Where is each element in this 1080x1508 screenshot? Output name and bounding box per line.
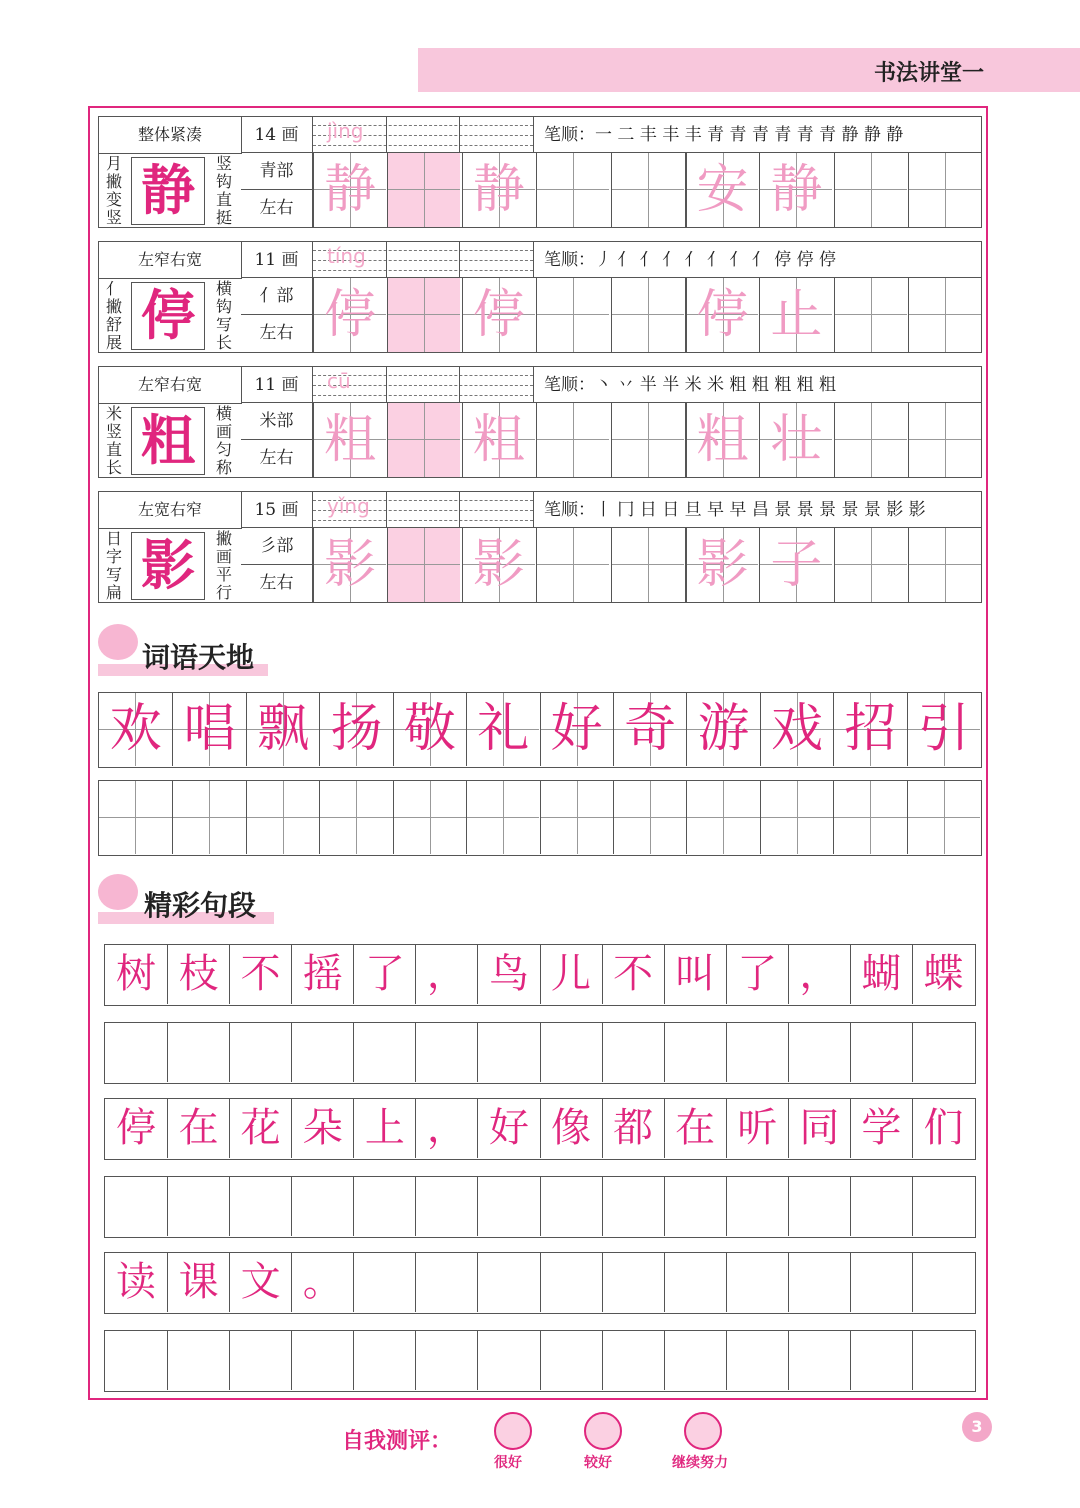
sentence-cell: 鸟 bbox=[477, 945, 539, 1004]
blank-sentence-cell[interactable] bbox=[477, 1177, 539, 1236]
left-tip-char: 米 bbox=[105, 404, 122, 423]
radical: 亻部 bbox=[241, 278, 313, 315]
sentence-cell bbox=[540, 1253, 602, 1312]
right-tip bbox=[213, 280, 235, 352]
left-tip bbox=[103, 280, 125, 352]
blank-sentence-cell[interactable] bbox=[353, 1023, 415, 1082]
practice-grid bbox=[313, 528, 981, 602]
blank-sentence-cell[interactable] bbox=[664, 1331, 726, 1390]
self-evaluation-label: 自我测评： bbox=[342, 1429, 453, 1454]
sentence-cell: 课 bbox=[167, 1253, 229, 1312]
left-tip-char: 舒 bbox=[105, 315, 122, 334]
sentence-cell: 不 bbox=[229, 945, 291, 1004]
practice-cell[interactable] bbox=[908, 278, 981, 352]
sentence-cell: 像 bbox=[540, 1099, 602, 1158]
radical: 彡部 bbox=[241, 528, 313, 565]
blank-sentence-cell[interactable] bbox=[477, 1023, 539, 1082]
blank-sentence-cell[interactable] bbox=[353, 1331, 415, 1390]
sentence-cell: 听 bbox=[726, 1099, 788, 1158]
sentence-section-title: 精彩句段 bbox=[144, 889, 257, 922]
stroke-count: 15 画 bbox=[241, 492, 313, 528]
right-tip-char: 画 bbox=[215, 422, 232, 441]
sentence-cell bbox=[415, 1253, 477, 1312]
right-tip bbox=[213, 405, 235, 477]
word-trace-cell[interactable]: 影 bbox=[685, 528, 758, 602]
rating-keep-trying-icon[interactable] bbox=[684, 1412, 722, 1450]
blank-sentence-cell[interactable] bbox=[726, 1331, 788, 1390]
blank-sentence-cell[interactable] bbox=[415, 1023, 477, 1082]
left-tip-char: 长 bbox=[105, 458, 122, 477]
trace-cell[interactable] bbox=[387, 403, 460, 477]
stroke-order-label: 笔顺： bbox=[544, 250, 595, 270]
sentence-cell: 文 bbox=[229, 1253, 291, 1312]
structure-type: 左右 bbox=[241, 565, 313, 602]
rating-very-good-label: 很好 bbox=[494, 1455, 522, 1471]
stroke-order-label: 笔顺： bbox=[544, 125, 595, 145]
blank-sentence-cell[interactable] bbox=[105, 1023, 167, 1082]
blank-sentence-cell[interactable] bbox=[229, 1177, 291, 1236]
sentence-cell: 。 bbox=[291, 1253, 353, 1312]
sentence-row bbox=[104, 1098, 976, 1160]
blank-sentence-cell[interactable] bbox=[602, 1177, 664, 1236]
left-tip-char: 月 bbox=[105, 154, 122, 173]
stroke-order bbox=[533, 242, 981, 278]
blank-word-cell[interactable] bbox=[907, 781, 980, 854]
practice-cell[interactable] bbox=[611, 278, 684, 352]
practice-cell[interactable] bbox=[536, 278, 609, 352]
word-cell: 招 bbox=[833, 693, 906, 766]
left-tip bbox=[103, 530, 125, 602]
right-tip bbox=[213, 155, 235, 227]
right-tip-char: 称 bbox=[215, 458, 232, 477]
blank-sentence-cell[interactable] bbox=[912, 1023, 974, 1082]
sentence-cell: 在 bbox=[167, 1099, 229, 1158]
word-cell: 扬 bbox=[319, 693, 392, 766]
blank-word-cell[interactable] bbox=[833, 781, 906, 854]
blank-sentence-cell[interactable] bbox=[229, 1023, 291, 1082]
sentence-practice-row[interactable] bbox=[104, 1022, 976, 1084]
pinyin: jìng bbox=[327, 119, 364, 143]
blank-word-cell[interactable] bbox=[540, 781, 613, 854]
right-tip-char: 竖 bbox=[215, 154, 232, 173]
word-trace-cell[interactable]: 静 bbox=[759, 153, 832, 227]
page-number: 3 bbox=[962, 1412, 992, 1442]
blank-sentence-cell[interactable] bbox=[105, 1331, 167, 1390]
stroke-order-label: 笔顺： bbox=[544, 500, 595, 520]
word-trace-cell[interactable]: 壮 bbox=[759, 403, 832, 477]
sentence-row bbox=[104, 1252, 976, 1314]
sentence-cell: 朵 bbox=[291, 1099, 353, 1158]
sentence-cell: 读 bbox=[116, 1259, 157, 1305]
model-character: 停 bbox=[131, 282, 205, 350]
sentence-cell: 蝶 bbox=[912, 945, 974, 1004]
sentence-cell bbox=[912, 1253, 974, 1312]
stroller-icon bbox=[98, 624, 138, 660]
sentence-cell: 好 bbox=[477, 1099, 539, 1158]
trace-cell[interactable]: 粗 bbox=[313, 403, 386, 477]
structure-feature: 左窄右宽 bbox=[99, 242, 242, 279]
blank-sentence-cell[interactable] bbox=[602, 1023, 664, 1082]
character-block bbox=[98, 366, 982, 478]
model-character: 静 bbox=[131, 157, 205, 225]
structure-feature: 左宽右窄 bbox=[99, 492, 242, 529]
left-tip-char: 写 bbox=[105, 565, 122, 584]
trace-cell[interactable]: 静 bbox=[313, 153, 386, 227]
blank-sentence-cell[interactable] bbox=[167, 1177, 229, 1236]
sentence-cell bbox=[602, 1253, 664, 1312]
word-cell: 好 bbox=[540, 693, 613, 766]
trace-cell[interactable] bbox=[387, 278, 460, 352]
trace-cell[interactable]: 停 bbox=[462, 278, 535, 352]
left-tip-char: 竖 bbox=[105, 208, 122, 227]
practice-cell[interactable] bbox=[908, 153, 981, 227]
practice-cell[interactable] bbox=[908, 528, 981, 602]
stroke-order bbox=[533, 117, 981, 153]
word-trace-cell[interactable]: 粗 bbox=[685, 403, 758, 477]
sentence-cell: 了 bbox=[353, 945, 415, 1004]
practice-cell[interactable] bbox=[834, 403, 907, 477]
practice-cell[interactable] bbox=[908, 403, 981, 477]
blank-sentence-cell[interactable] bbox=[540, 1177, 602, 1236]
blank-sentence-cell[interactable] bbox=[664, 1177, 726, 1236]
rating-good-label: 较好 bbox=[584, 1455, 612, 1471]
word-cell: 敬 bbox=[393, 693, 466, 766]
rating-good-icon[interactable] bbox=[584, 1412, 622, 1450]
blank-word-cell[interactable] bbox=[246, 781, 319, 854]
blank-sentence-cell[interactable] bbox=[167, 1023, 229, 1082]
character-block bbox=[98, 491, 982, 603]
model-character: 粗 bbox=[131, 407, 205, 475]
practice-cell[interactable] bbox=[611, 403, 684, 477]
rating-keep-trying-label: 继续努力 bbox=[672, 1455, 728, 1471]
page-title: 书法讲堂一 bbox=[873, 61, 984, 86]
structure-type: 左右 bbox=[241, 315, 313, 352]
word-cell: 飘 bbox=[246, 693, 319, 766]
practice-grid bbox=[313, 278, 981, 352]
blank-sentence-cell[interactable] bbox=[912, 1177, 974, 1236]
sentence-practice-row[interactable] bbox=[104, 1330, 976, 1392]
right-tip-char: 长 bbox=[215, 333, 232, 352]
left-tip-char: 变 bbox=[105, 190, 122, 209]
blank-sentence-cell[interactable] bbox=[167, 1331, 229, 1390]
practice-cell[interactable] bbox=[536, 528, 609, 602]
right-tip-char: 匀 bbox=[215, 440, 232, 459]
blank-word-cell[interactable] bbox=[319, 781, 392, 854]
sentence-cell: ， bbox=[788, 945, 850, 1004]
blank-sentence-cell[interactable] bbox=[415, 1177, 477, 1236]
stroke-order-sequence: 一 二 丰 丰 丰 青 青 青 青 青 青 静 静 静 bbox=[595, 125, 904, 145]
word-grid-blank[interactable] bbox=[98, 780, 982, 856]
practice-cell[interactable] bbox=[834, 153, 907, 227]
sentence-cell: 摇 bbox=[291, 945, 353, 1004]
sentence-practice-row[interactable] bbox=[104, 1176, 976, 1238]
pinyin: yǐng bbox=[327, 494, 370, 518]
pinyin-lines bbox=[313, 242, 533, 278]
left-tip-char: 日 bbox=[105, 529, 122, 548]
sentence-cell: 树 bbox=[116, 951, 157, 997]
left-tip-char: 撇 bbox=[105, 172, 122, 191]
blank-sentence-cell[interactable] bbox=[850, 1023, 912, 1082]
trace-cell[interactable]: 影 bbox=[462, 528, 535, 602]
sentence-cell: ， bbox=[415, 945, 477, 1004]
structure-type: 左右 bbox=[241, 440, 313, 477]
sentence-cell bbox=[850, 1253, 912, 1312]
sentence-cell: 在 bbox=[664, 1099, 726, 1158]
blank-sentence-cell[interactable] bbox=[788, 1177, 850, 1236]
word-cell: 游 bbox=[686, 693, 759, 766]
stroke-order-sequence: 丿 亻 亻 亻 亻 亻 亻 亻 停 停 停 bbox=[595, 250, 837, 270]
structure-type: 左右 bbox=[241, 190, 313, 227]
stroke-count: 11 画 bbox=[241, 242, 313, 278]
left-tip bbox=[103, 155, 125, 227]
trace-cell[interactable]: 静 bbox=[462, 153, 535, 227]
word-cell: 唱 bbox=[172, 693, 245, 766]
sentence-cell bbox=[664, 1253, 726, 1312]
blank-sentence-cell[interactable] bbox=[540, 1023, 602, 1082]
word-trace-cell[interactable]: 安 bbox=[685, 153, 758, 227]
practice-cell[interactable] bbox=[834, 528, 907, 602]
left-tip bbox=[103, 405, 125, 477]
sentence-cell: 停 bbox=[116, 1105, 157, 1151]
blank-sentence-cell[interactable] bbox=[726, 1023, 788, 1082]
left-tip-char: 展 bbox=[105, 333, 122, 352]
sentence-cell: 花 bbox=[229, 1099, 291, 1158]
blank-sentence-cell[interactable] bbox=[788, 1331, 850, 1390]
header-bar bbox=[418, 48, 1080, 92]
sentence-cell bbox=[353, 1253, 415, 1312]
word-cell: 戏 bbox=[760, 693, 833, 766]
structure-feature: 左窄右宽 bbox=[99, 367, 242, 404]
stroke-count: 14 画 bbox=[241, 117, 313, 153]
sentence-cell: 同 bbox=[788, 1099, 850, 1158]
pinyin: cū bbox=[327, 369, 351, 393]
stroke-count: 11 画 bbox=[241, 367, 313, 403]
left-tip-char: 撇 bbox=[105, 297, 122, 316]
character-block bbox=[98, 241, 982, 353]
bee-icon bbox=[98, 874, 138, 910]
model-character: 影 bbox=[131, 532, 205, 600]
right-tip-char: 横 bbox=[215, 404, 232, 423]
sentence-cell: 们 bbox=[912, 1099, 974, 1158]
sentence-cell: 儿 bbox=[540, 945, 602, 1004]
right-tip-char: 画 bbox=[215, 547, 232, 566]
blank-sentence-cell[interactable] bbox=[788, 1023, 850, 1082]
radical: 青部 bbox=[241, 153, 313, 190]
blank-word-cell[interactable] bbox=[686, 781, 759, 854]
blank-sentence-cell[interactable] bbox=[229, 1331, 291, 1390]
blank-sentence-cell[interactable] bbox=[602, 1331, 664, 1390]
sentence-cell: ， bbox=[415, 1099, 477, 1158]
word-cell: 欢 bbox=[99, 693, 172, 766]
word-cell: 礼 bbox=[466, 693, 539, 766]
blank-sentence-cell[interactable] bbox=[353, 1177, 415, 1236]
sentence-cell: 学 bbox=[850, 1099, 912, 1158]
right-tip-char: 横 bbox=[215, 279, 232, 298]
radical: 米部 bbox=[241, 403, 313, 440]
stroke-order bbox=[533, 492, 981, 528]
character-block bbox=[98, 116, 982, 228]
right-tip-char: 撇 bbox=[215, 529, 232, 548]
stroke-order-label: 笔顺： bbox=[544, 375, 595, 395]
left-tip-char: 竖 bbox=[105, 422, 122, 441]
left-tip-char: 直 bbox=[105, 440, 122, 459]
structure-feature: 整体紧凑 bbox=[99, 117, 242, 154]
blank-word-cell[interactable] bbox=[99, 781, 172, 854]
pinyin-lines bbox=[313, 367, 533, 403]
word-cell: 奇 bbox=[613, 693, 686, 766]
right-tip-char: 写 bbox=[215, 315, 232, 334]
practice-grid bbox=[313, 403, 981, 477]
left-tip-char: 字 bbox=[105, 547, 122, 566]
blank-word-cell[interactable] bbox=[760, 781, 833, 854]
blank-sentence-cell[interactable] bbox=[105, 1177, 167, 1236]
left-tip-char: 扁 bbox=[105, 583, 122, 602]
sentence-cell bbox=[726, 1253, 788, 1312]
word-grid-filled bbox=[98, 692, 982, 768]
right-tip-char: 直 bbox=[215, 190, 232, 209]
left-tip-char: 亻 bbox=[105, 279, 122, 298]
blank-sentence-cell[interactable] bbox=[912, 1331, 974, 1390]
blank-sentence-cell[interactable] bbox=[291, 1023, 353, 1082]
word-trace-cell[interactable]: 停 bbox=[685, 278, 758, 352]
word-cell: 引 bbox=[907, 693, 980, 766]
sentence-cell bbox=[788, 1253, 850, 1312]
practice-cell[interactable] bbox=[536, 403, 609, 477]
blank-sentence-cell[interactable] bbox=[664, 1023, 726, 1082]
sentence-cell: 不 bbox=[602, 945, 664, 1004]
sentence-cell: 枝 bbox=[167, 945, 229, 1004]
practice-cell[interactable] bbox=[611, 528, 684, 602]
stroke-order-sequence: 丶 丷 半 半 米 米 粗 粗 粗 粗 粗 bbox=[595, 375, 837, 395]
blank-sentence-cell[interactable] bbox=[477, 1331, 539, 1390]
blank-word-cell[interactable] bbox=[172, 781, 245, 854]
blank-sentence-cell[interactable] bbox=[726, 1177, 788, 1236]
blank-word-cell[interactable] bbox=[393, 781, 466, 854]
pinyin: tíng bbox=[327, 244, 366, 268]
blank-sentence-cell[interactable] bbox=[415, 1331, 477, 1390]
words-section-title: 词语天地 bbox=[142, 641, 255, 674]
trace-cell[interactable]: 停 bbox=[313, 278, 386, 352]
trace-cell[interactable]: 粗 bbox=[462, 403, 535, 477]
right-tip-char: 行 bbox=[215, 583, 232, 602]
blank-sentence-cell[interactable] bbox=[850, 1177, 912, 1236]
practice-cell[interactable] bbox=[536, 153, 609, 227]
practice-grid bbox=[313, 153, 981, 227]
trace-cell[interactable] bbox=[387, 528, 460, 602]
stroke-order-sequence: 丨 冂 日 日 旦 早 早 昌 景 景 景 景 景 影 影 bbox=[595, 500, 926, 520]
blank-word-cell[interactable] bbox=[613, 781, 686, 854]
sentence-cell: 叫 bbox=[664, 945, 726, 1004]
right-tip bbox=[213, 530, 235, 602]
blank-sentence-cell[interactable] bbox=[540, 1331, 602, 1390]
sentence-cell: 了 bbox=[726, 945, 788, 1004]
practice-cell[interactable] bbox=[834, 278, 907, 352]
word-trace-cell[interactable]: 子 bbox=[759, 528, 832, 602]
trace-cell[interactable] bbox=[387, 153, 460, 227]
right-tip-char: 钩 bbox=[215, 172, 232, 191]
blank-sentence-cell[interactable] bbox=[291, 1177, 353, 1236]
blank-sentence-cell[interactable] bbox=[850, 1331, 912, 1390]
right-tip-char: 挺 bbox=[215, 208, 232, 227]
sentence-cell: 蝴 bbox=[850, 945, 912, 1004]
blank-sentence-cell[interactable] bbox=[291, 1331, 353, 1390]
stroke-order bbox=[533, 367, 981, 403]
right-tip-char: 平 bbox=[215, 565, 232, 584]
pinyin-lines bbox=[313, 117, 533, 153]
rating-very-good-icon[interactable] bbox=[494, 1412, 532, 1450]
practice-cell[interactable] bbox=[611, 153, 684, 227]
trace-cell[interactable]: 影 bbox=[313, 528, 386, 602]
blank-word-cell[interactable] bbox=[466, 781, 539, 854]
right-tip-char: 钩 bbox=[215, 297, 232, 316]
pinyin-lines bbox=[313, 492, 533, 528]
word-trace-cell[interactable]: 止 bbox=[759, 278, 832, 352]
sentence-row bbox=[104, 944, 976, 1006]
sentence-cell: 上 bbox=[353, 1099, 415, 1158]
sentence-cell bbox=[477, 1253, 539, 1312]
sentence-cell: 都 bbox=[602, 1099, 664, 1158]
